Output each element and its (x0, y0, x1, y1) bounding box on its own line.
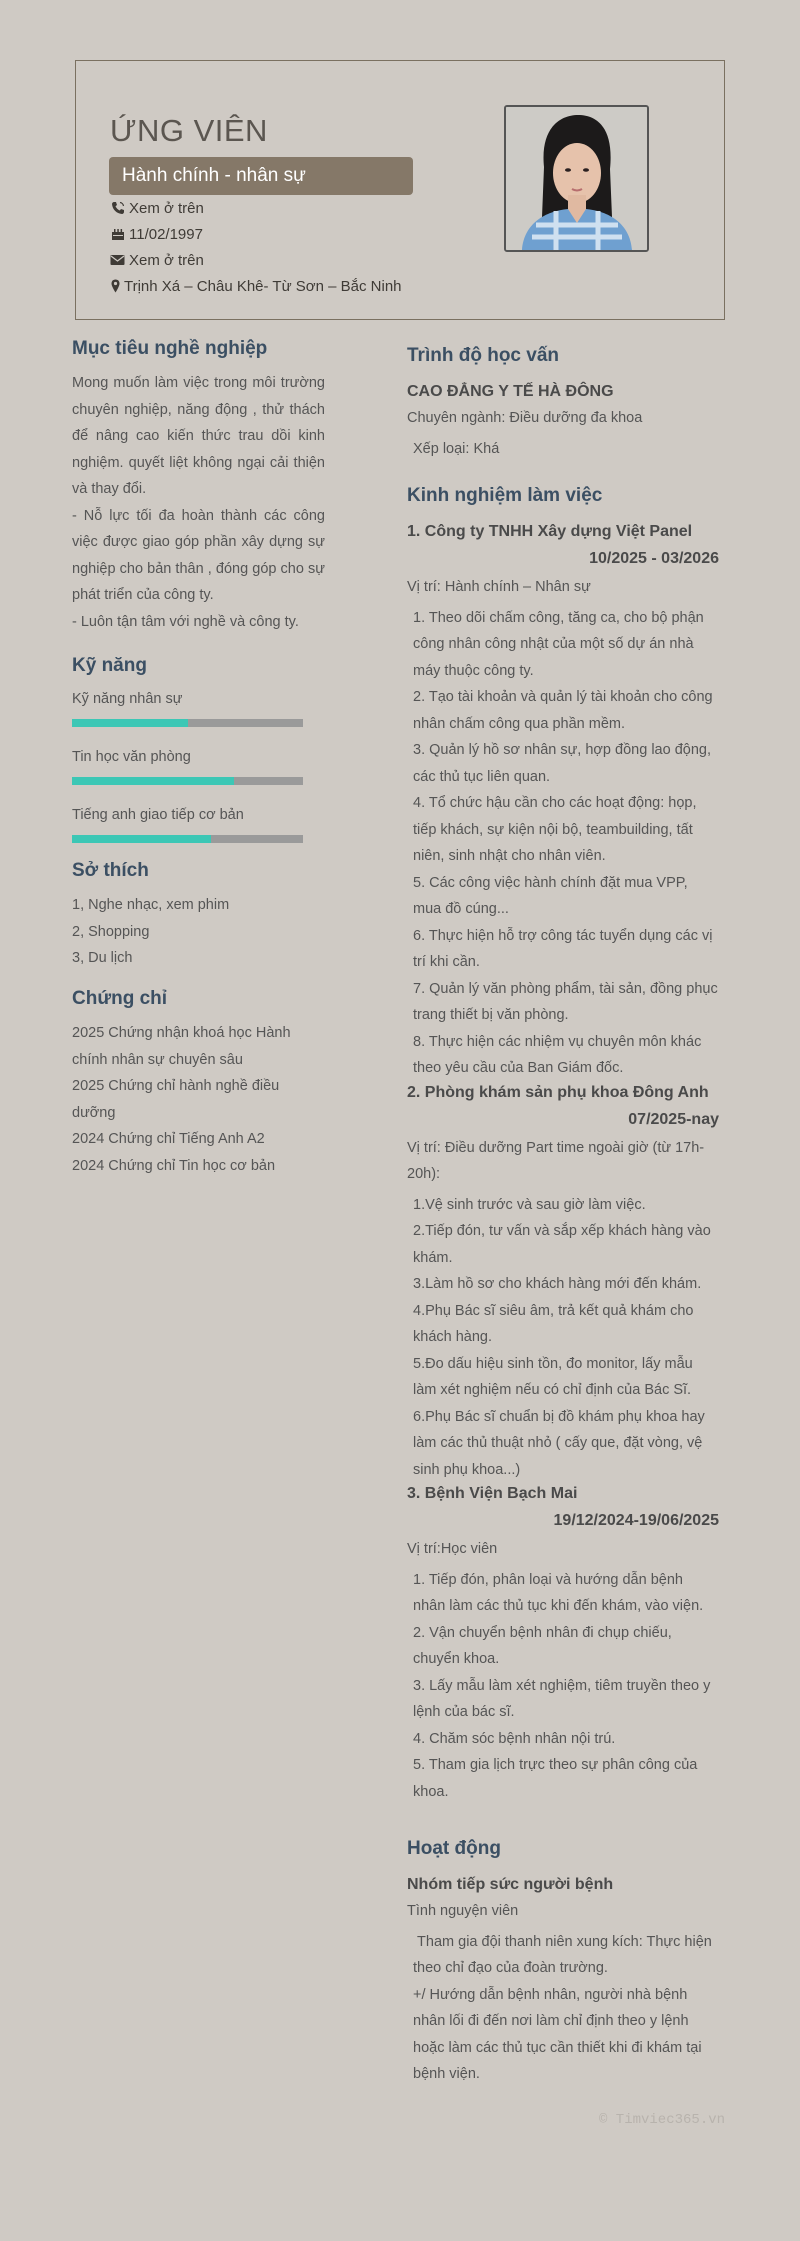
profile-header (75, 60, 725, 320)
contact-phone (110, 197, 204, 219)
skill-bar (72, 835, 303, 843)
education-major: Chuyên ngành: Điều dưỡng đa khoa (407, 410, 643, 426)
skill-level-fill (72, 719, 188, 727)
candidate-name: ỨNG VIÊN (110, 113, 268, 148)
envelope-icon (110, 254, 125, 266)
skill-bar (72, 719, 303, 727)
job-task: 3. Quản lý hồ sơ nhân sự, hợp đồng lao động, các thủ tục liên quan. (413, 742, 711, 785)
job-task: 2. Vận chuyển bệnh nhân đi chụp chiếu, chuyển khoa. (413, 1624, 672, 1667)
education-section (407, 345, 719, 462)
job-date: 19/12/2024-19/06/2025 (553, 1512, 719, 1529)
skill-item (72, 807, 325, 843)
job-task: 3. Lấy mẫu làm xét nghiệm, tiêm truyền theo y lệnh của bác sĩ. (413, 1677, 711, 1720)
skill-level-fill (72, 777, 234, 785)
job-company: 3. Bệnh Viện Bạch Mai (407, 1485, 578, 1502)
job-task: 4. Chăm sóc bệnh nhân nội trú. (413, 1730, 616, 1747)
activity-role: Tình nguyện viên (407, 1903, 519, 1919)
objective-paragraph-3: - Luôn tận tâm với nghề và công ty. (72, 613, 299, 630)
job-task: 5. Các công việc hành chính đặt mua VPP, mua đồ cúng... (413, 874, 688, 917)
job-date: 10/2025 - 03/2026 (589, 550, 719, 567)
certificates-title: Chứng chỉ (72, 988, 168, 1009)
job-task: 6. Thực hiện hỗ trợ công tác tuyển dụng các vị trí khi cần. (413, 927, 713, 970)
job-task: 8. Thực hiện các nhiệm vụ chuyên môn khác theo yêu cầu của Ban Giám đốc. (413, 1033, 702, 1076)
hobby-item: 3, Du lịch (72, 950, 133, 966)
job-task: 6.Phụ Bác sĩ chuẩn bị đồ khám phụ khoa hay làm các thủ thuật nhỏ ( cấy que, đặt vòng, vệ sinh phụ khoa...) (413, 1408, 705, 1478)
job-task: 5.Đo dấu hiệu sinh tồn, đo monitor, lấy mẫu làm xét nghiệm nếu có chỉ định của Bác Sĩ. (413, 1355, 693, 1398)
job-task: 3.Làm hồ sơ cho khách hàng mới đến khám. (413, 1276, 702, 1292)
hobby-item: 2, Shopping (72, 923, 150, 940)
phone-icon (110, 201, 125, 215)
contact-birthday-text: 11/02/1997 (129, 225, 203, 243)
contact-email-text: Xem ở trên (129, 251, 204, 269)
skill-level-fill (72, 835, 211, 843)
job-task: 7. Quản lý văn phòng phẩm, tài sản, đồng phục trang thiết bị văn phòng. (413, 980, 718, 1023)
job-company: 1. Công ty TNHH Xây dựng Việt Panel (407, 523, 693, 540)
skill-name: Tiếng anh giao tiếp cơ bản (72, 807, 244, 823)
objective-section (72, 338, 325, 635)
job-task: 4. Tổ chức hậu cần cho các hoạt động: họp, tiếp khách, sự kiện nội bộ, teambuilding, tất niên, sinh nhật cho nhân viên. (413, 795, 697, 864)
job-date: 07/2025-nay (628, 1110, 719, 1128)
activities-section (407, 1838, 719, 2088)
job-task: 5. Tham gia lịch trực theo sự phân công của khoa. (413, 1757, 698, 1800)
skill-bar (72, 777, 303, 785)
job-role: Vị trí:Học viên (407, 1541, 498, 1557)
skill-item (72, 691, 325, 727)
profile-photo (504, 105, 649, 252)
calendar-icon (110, 227, 125, 241)
job-task: 2. Tạo tài khoản và quản lý tài khoản cho công nhân chấm công qua phần mềm. (413, 689, 713, 732)
certificate-item: 2024 Chứng chỉ Tiếng Anh A2 (72, 1131, 265, 1147)
certificate-item: 2025 Chứng chỉ hành nghề điều dưỡng (72, 1078, 280, 1121)
skills-section (72, 655, 325, 843)
activity-text: +/ Hướng dẫn bệnh nhân, người nhà bệnh nhân lối đi đến nơi làm chỉ định theo y lệnh hoặc làm các thủ tục cần thiết khi đi khám tại bệnh viện. (413, 1986, 702, 2082)
job-company: 2. Phòng khám sản phụ khoa Đông Anh (407, 1083, 709, 1101)
job-task: 1.Vệ sinh trước và sau giờ làm việc. (413, 1196, 646, 1213)
skill-name: Kỹ năng nhân sự (72, 691, 183, 707)
job-task: 1. Tiếp đón, phân loại và hướng dẫn bệnh nhân làm các thủ tục khi đến khám, vào viện. (413, 1571, 704, 1614)
watermark: © Timviec365.vn (599, 2112, 726, 2128)
hobby-item: 1, Nghe nhạc, xem phim (72, 897, 230, 913)
location-icon (110, 279, 120, 293)
activities-title: Hoạt động (407, 1838, 501, 1859)
job-task: 1. Theo dõi chấm công, tăng ca, cho bộ phận công nhân công nhật của một số dự án nhà máy thuộc công ty. (413, 609, 704, 679)
objective-title: Mục tiêu nghề nghiệp (72, 338, 268, 359)
position-title: Hành chính - nhân sự (109, 157, 413, 195)
contact-address (110, 275, 402, 297)
objective-paragraph-2: - Nỗ lực tối đa hoàn thành các công việc được giao góp phần xây dựng sự nghiệp cho bản thân , đóng góp cho sự phát triển của công ty. (72, 507, 325, 603)
skills-title: Kỹ năng (72, 655, 147, 676)
job-task: 4.Phụ Bác sĩ siêu âm, trả kết quả khám cho khách hàng. (413, 1302, 694, 1345)
experience-title: Kinh nghiệm làm việc (407, 485, 603, 506)
job-task: 2.Tiếp đón, tư vấn và sắp xếp khách hàng vào khám. (413, 1223, 711, 1266)
certificate-item: 2025 Chứng nhận khoá học Hành chính nhân sự chuyên sâu (72, 1025, 291, 1068)
job-role: Vị trí: Hành chính – Nhân sự (407, 579, 591, 595)
activity-text: Tham gia đội thanh niên xung kích: Thực hiện theo chỉ đạo của đoàn trường. (413, 1933, 716, 1976)
education-title: Trình độ học vấn (407, 345, 560, 366)
education-grade: Xếp loại: Khá (413, 440, 500, 457)
contact-email (110, 249, 204, 271)
activity-org: Nhóm tiếp sức người bệnh (407, 1876, 614, 1893)
contact-address-text: Trịnh Xá – Châu Khê- Từ Sơn – Bắc Ninh (124, 277, 402, 295)
skill-item (72, 749, 325, 785)
contact-birthday (110, 223, 203, 245)
certificates-section (72, 988, 325, 1179)
skill-name: Tin học văn phòng (72, 749, 191, 765)
contact-phone-text: Xem ở trên (129, 199, 204, 217)
certificate-item: 2024 Chứng chỉ Tin học cơ bản (72, 1157, 276, 1174)
hobbies-title: Sở thích (72, 860, 149, 881)
hobbies-section (72, 860, 325, 972)
experience-section (407, 485, 719, 1805)
job-role: Vị trí: Điều dưỡng Part time ngoài giờ (từ 17h-20h): (407, 1139, 705, 1182)
objective-paragraph-1: Mong muốn làm việc trong môi trường chuyên nghiệp, năng động , thử thách để nâng cao kiến thức trau dồi kinh nghiệm. quyết liệt không ngại cải thiện và thay đổi. (72, 375, 325, 497)
school-name: CAO ĐẲNG Y TẾ HÀ ĐÔNG (407, 383, 614, 400)
